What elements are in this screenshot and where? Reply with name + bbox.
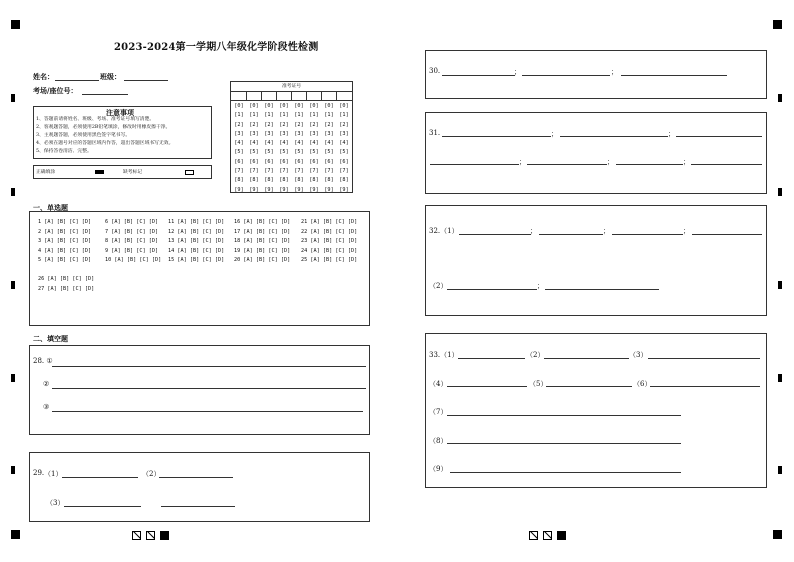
mc-question-row[interactable]: 13 [A] [B] [C] [D] [168, 238, 225, 244]
q33-answer-7[interactable] [447, 415, 681, 416]
q29-number: 29. [33, 469, 45, 477]
q31-answer-4[interactable] [430, 164, 519, 165]
mc-question-row[interactable]: 27 [A] [B] [C] [D] [38, 285, 95, 292]
timing-mark-right-1 [778, 94, 782, 102]
q31-answer-5[interactable] [527, 164, 607, 165]
section1-heading: 一、单选题 [33, 203, 68, 212]
q31-separator: ； [519, 158, 526, 166]
absent-mark-label: 缺考标记 [123, 170, 143, 175]
exam-id-bubble[interactable]: [0] [279, 103, 289, 109]
mc-question-row[interactable]: 9 [A] [B] [C] [D] [105, 247, 159, 254]
exam-id-bubble[interactable]: [9] [249, 186, 259, 193]
mc-question-row[interactable]: 4 [A] [B] [C] [D] [38, 247, 92, 254]
q33-part-2: （2） [526, 351, 545, 359]
exam-id-bubble[interactable]: [0] [309, 103, 319, 109]
exam-id-bubble[interactable]: [8] [309, 177, 319, 184]
exam-id-bubble[interactable]: [5] [279, 149, 289, 156]
exam-id-bubble[interactable]: [8] [324, 177, 334, 184]
exam-id-bubble[interactable]: [3] [279, 130, 289, 137]
timing-mark-right-3 [778, 281, 782, 289]
timing-mark-right-5 [778, 466, 782, 474]
exam-id-column[interactable] [322, 102, 336, 195]
exam-id-bubble[interactable]: [6] [279, 158, 289, 165]
q31-answer-2[interactable] [560, 136, 668, 137]
q32-answer-2[interactable] [539, 234, 603, 235]
exam-id-column[interactable] [307, 102, 321, 195]
multiple-choice-area [30, 212, 369, 325]
mc-question-row[interactable]: 26 [A] [B] [C] [D] [38, 276, 95, 282]
q29-answer-4[interactable] [161, 506, 235, 507]
q31-answer-3[interactable] [676, 136, 762, 137]
exam-id-bubble[interactable]: [2] [249, 121, 259, 128]
q32-part-1: （1） [440, 227, 459, 235]
page-mark-box [543, 531, 552, 540]
name-field[interactable] [55, 80, 99, 81]
exam-id-bubble[interactable]: [4] [249, 140, 259, 147]
mc-question-row[interactable]: 21 [A] [B] [C] [D] [301, 219, 358, 225]
mc-question-row[interactable]: 3 [A] [B] [C] [D] [38, 238, 92, 244]
exam-id-bubble[interactable]: [1] [339, 112, 349, 119]
exam-id-column[interactable] [262, 102, 276, 195]
exam-id-bubble[interactable]: [7] [324, 168, 334, 175]
exam-id-bubble[interactable]: [3] [339, 130, 349, 137]
q33-part-9: （9） [429, 465, 448, 473]
q28-mark-2: ② [43, 380, 50, 388]
notice-box [33, 106, 212, 159]
timing-mark-left-1 [11, 94, 15, 102]
q31-separator: ； [683, 158, 690, 166]
exam-id-bubble[interactable]: [7] [339, 168, 349, 175]
exam-id-bubble[interactable]: [8] [264, 177, 274, 184]
exam-id-bubble[interactable]: [7] [279, 168, 289, 175]
q32-answer-5[interactable] [447, 289, 537, 290]
mc-question-row[interactable]: 17 [A] [B] [C] [D] [234, 228, 291, 235]
mc-question-row[interactable]: 10 [A] [B] [C] [D] [105, 257, 162, 263]
section2-heading: 二、填空题 [33, 334, 68, 343]
q33-part-8: （8） [429, 437, 448, 445]
correct-fill-sample [95, 170, 104, 174]
exam-id-bubble[interactable]: [5] [294, 149, 304, 156]
exam-id-bubble[interactable]: [7] [294, 168, 304, 175]
mc-question-row[interactable]: 12 [A] [B] [C] [D] [168, 228, 225, 235]
mc-question-row[interactable]: 14 [A] [B] [C] [D] [168, 247, 225, 254]
mc-question-row[interactable]: 18 [A] [B] [C] [D] [234, 238, 291, 244]
q33-part-7: （7） [429, 408, 448, 416]
q33-part-5: （5） [529, 380, 548, 388]
q32-part-2: （2） [429, 282, 448, 290]
q29-box [29, 452, 370, 522]
exam-id-bubble[interactable]: [6] [264, 158, 274, 165]
exam-id-bubble[interactable]: [2] [324, 121, 334, 128]
q33-part-4: （4） [429, 380, 448, 388]
exam-id-bubble[interactable]: [2] [294, 121, 304, 128]
exam-id-bubble[interactable]: [2] [234, 121, 244, 128]
q30-box [425, 50, 767, 99]
exam-id-write-cell-divider [321, 91, 322, 100]
q30-answer-3[interactable] [621, 75, 727, 76]
q29-part-2: （2） [142, 470, 161, 478]
absent-mark-box[interactable] [185, 170, 194, 175]
q33-number: 33.（1） [429, 351, 459, 359]
mc-question-row[interactable]: 7 [A] [B] [C] [D] [105, 228, 159, 235]
mc-question-row[interactable]: 22 [A] [B] [C] [D] [301, 228, 358, 235]
exam-id-bubble[interactable]: [3] [324, 130, 334, 137]
exam-id-bubble[interactable]: [7] [234, 168, 244, 175]
q30-separator: ； [611, 68, 618, 76]
exam-id-write-cell-divider [291, 91, 292, 100]
exam-id-bubble[interactable]: [9] [309, 186, 319, 193]
mc-question-row[interactable]: 1 [A] [B] [C] [D] [38, 219, 92, 225]
exam-id-bubble[interactable]: [9] [324, 186, 334, 193]
q32-separator: ； [603, 227, 610, 235]
exam-id-bubble[interactable]: [9] [279, 186, 289, 193]
exam-id-bubble[interactable]: [8] [294, 177, 304, 184]
q29-answer-3[interactable] [64, 506, 141, 507]
timing-mark-left-2 [11, 188, 15, 196]
q29-part-1: （1） [44, 470, 63, 478]
q32-answer-6[interactable] [545, 289, 659, 290]
q33-part-3: （3） [629, 351, 648, 359]
exam-id-bubble[interactable]: [7] [309, 168, 319, 175]
exam-id-bubble-grid[interactable] [232, 102, 352, 192]
exam-id-bubble[interactable]: [3] [264, 130, 274, 137]
page-mark-filled [160, 531, 169, 540]
page-title: 2023-2024第一学期八年级化学阶段性检测 [114, 42, 319, 53]
q28-number: 28. ① [33, 357, 53, 365]
exam-id-column[interactable] [277, 102, 291, 195]
exam-id-bubble[interactable]: [6] [294, 158, 304, 165]
exam-id-column[interactable] [337, 102, 351, 195]
notice-line: 4、必须在题号对应的答题区域内作答，超出答题区域书写无效。 [36, 141, 174, 146]
corner-mark-bottom-left [11, 530, 20, 539]
exam-id-write-cell-divider [306, 91, 307, 100]
q31-answer-1[interactable] [442, 136, 551, 137]
exam-id-bubble[interactable]: [2] [339, 121, 349, 128]
exam-id-column[interactable] [292, 102, 306, 195]
exam-id-write-cell-divider [261, 91, 262, 100]
corner-mark-top-left [11, 20, 20, 29]
exam-id-bubble[interactable]: [4] [324, 140, 334, 147]
timing-mark-left-4 [11, 374, 15, 382]
q31-separator: ； [551, 130, 558, 138]
q33-answer-4[interactable] [447, 386, 527, 387]
q33-answer-2[interactable] [544, 358, 629, 359]
exam-id-bubble[interactable]: [1] [294, 112, 304, 119]
exam-id-bubble[interactable]: [8] [234, 177, 244, 184]
q29-answer-1[interactable] [62, 477, 138, 478]
q32-number: 32.（1） [429, 227, 459, 235]
timing-mark-right-4 [778, 374, 782, 382]
exam-id-bubble[interactable]: [1] [309, 112, 319, 119]
exam-id-bubble[interactable]: [2] [264, 121, 274, 128]
exam-id-bubble[interactable]: [4] [264, 140, 274, 147]
page-mark-filled [557, 531, 566, 540]
corner-mark-top-right [773, 20, 782, 29]
exam-id-column[interactable] [247, 102, 261, 195]
q29-answer-2[interactable] [159, 477, 233, 478]
exam-id-bubble[interactable]: [0] [324, 103, 334, 109]
mc-question-row[interactable]: 23 [A] [B] [C] [D] [301, 238, 358, 244]
class-field[interactable] [124, 80, 168, 81]
exam-id-bubble[interactable]: [5] [249, 149, 259, 156]
exam-id-bubble[interactable]: [1] [249, 112, 259, 119]
exam-id-bubble[interactable]: [3] [249, 130, 259, 137]
fill-example-box [33, 165, 212, 179]
q30-answer-1[interactable] [442, 75, 515, 76]
q31-number: 31. [429, 129, 441, 137]
q31-answer-7[interactable] [691, 164, 762, 165]
q33-answer-9[interactable] [450, 472, 681, 473]
notice-line: 3、主观题答题，必须使用黑色签字笔书写。 [36, 133, 131, 138]
class-label: 班级： [100, 72, 121, 81]
mc-question-row[interactable]: 25 [A] [B] [C] [D] [301, 257, 358, 263]
q32-box [425, 205, 767, 316]
exam-id-write-row[interactable] [231, 100, 352, 101]
mc-question-row[interactable]: 16 [A] [B] [C] [D] [234, 219, 291, 225]
exam-id-bubble[interactable]: [4] [294, 140, 304, 147]
exam-id-bubble[interactable]: [2] [279, 121, 289, 128]
exam-id-heading: 准考证号 [282, 84, 302, 89]
mc-question-row[interactable]: 19 [A] [B] [C] [D] [234, 247, 291, 254]
timing-mark-left-3 [11, 281, 15, 289]
q28-box [29, 345, 370, 435]
q33-answer-5[interactable] [546, 386, 632, 387]
exam-id-bubble[interactable]: [1] [279, 112, 289, 119]
q30-answer-2[interactable] [522, 75, 610, 76]
q28-answer-line-2[interactable] [52, 388, 366, 389]
section1-box [29, 211, 370, 326]
mc-question-row[interactable]: 2 [A] [B] [C] [D] [38, 228, 92, 235]
q32-separator: ； [537, 282, 544, 290]
notice-heading: 注意事项 [106, 108, 134, 117]
q33-answer-1[interactable] [458, 358, 525, 359]
notice-line: 5、保持答卷清洁、完整。 [36, 149, 92, 154]
exam-id-bubble[interactable]: [5] [339, 149, 349, 156]
exam-id-bubble[interactable]: [1] [264, 112, 274, 119]
q28-mark-1: ① [46, 357, 53, 365]
q33-answer-8[interactable] [447, 443, 681, 444]
q32-answer-3[interactable] [612, 234, 683, 235]
mc-question-row[interactable]: 24 [A] [B] [C] [D] [301, 247, 358, 254]
exam-id-bubble[interactable]: [6] [234, 158, 244, 165]
exam-id-write-cell-divider [246, 91, 247, 100]
q33-answer-3[interactable] [648, 358, 760, 359]
q33-part-1: （1） [440, 351, 459, 359]
exam-id-bubble[interactable]: [4] [339, 140, 349, 147]
exam-id-bubble[interactable]: [0] [264, 103, 274, 109]
q31-separator: ； [607, 158, 614, 166]
correct-fill-label: 正确填涂 [36, 170, 56, 175]
exam-id-bubble[interactable]: [5] [264, 149, 274, 156]
exam-id-bubble[interactable]: [5] [309, 149, 319, 156]
q28-answer-line-1[interactable] [52, 366, 366, 367]
exam-id-bubble[interactable]: [9] [294, 186, 304, 193]
mc-question-row[interactable]: 5 [A] [B] [C] [D] [38, 257, 92, 263]
exam-id-bubble[interactable]: [0] [234, 103, 244, 109]
q30-separator: ； [514, 68, 521, 76]
mc-question-row[interactable]: 15 [A] [B] [C] [D] [168, 257, 225, 263]
page-mark-box [132, 531, 141, 540]
mc-question-row[interactable]: 11 [A] [B] [C] [D] [168, 219, 225, 225]
timing-mark-right-2 [778, 188, 782, 196]
mc-question-row[interactable]: 20 [A] [B] [C] [D] [234, 257, 291, 263]
room-seat-label: 考场/座位号： [33, 86, 78, 95]
exam-id-bubble[interactable]: [0] [294, 103, 304, 109]
room-seat-field[interactable] [82, 94, 128, 95]
q29-part-3: （3） [46, 499, 65, 507]
q32-answer-1[interactable] [459, 234, 531, 235]
exam-id-write-cell-divider [336, 91, 337, 100]
exam-id-bubble[interactable]: [3] [309, 130, 319, 137]
exam-id-bubble[interactable]: [1] [234, 112, 244, 119]
q32-answer-4[interactable] [692, 234, 762, 235]
exam-id-bubble[interactable]: [7] [264, 168, 274, 175]
q33-answer-6[interactable] [650, 386, 760, 387]
q33-part-6: （6） [633, 380, 652, 388]
exam-id-bubble[interactable]: [1] [324, 112, 334, 119]
exam-id-bubble[interactable]: [0] [249, 103, 259, 109]
exam-id-box [230, 81, 353, 193]
exam-id-bubble[interactable]: [0] [339, 103, 349, 109]
mc-question-row[interactable]: 6 [A] [B] [C] [D] [105, 219, 159, 225]
exam-id-bubble[interactable]: [6] [309, 158, 319, 165]
q30-number: 30. [429, 67, 441, 75]
q31-box [425, 112, 767, 194]
q32-separator: ； [683, 227, 690, 235]
q33-box [425, 333, 767, 488]
exam-id-bubble[interactable]: [4] [309, 140, 319, 147]
timing-mark-left-5 [11, 466, 15, 474]
notice-line: 2、客观题答题，必须使用2B铅笔填涂，修改时用橡皮擦干净。 [36, 125, 171, 130]
exam-id-bubble[interactable]: [9] [264, 186, 274, 193]
corner-mark-bottom-right [773, 530, 782, 539]
exam-id-bubble[interactable]: [8] [339, 177, 349, 184]
exam-id-bubble[interactable]: [6] [339, 158, 349, 165]
exam-id-bubble[interactable]: [2] [309, 121, 319, 128]
page-mark-box [529, 531, 538, 540]
page-mark-box [146, 531, 155, 540]
q31-answer-6[interactable] [616, 164, 683, 165]
exam-id-bubble[interactable]: [5] [234, 149, 244, 156]
exam-id-bubble[interactable]: [6] [324, 158, 334, 165]
mc-question-row[interactable]: 8 [A] [B] [C] [D] [105, 238, 159, 244]
q28-answer-line-3[interactable] [52, 411, 363, 412]
exam-id-bubble[interactable]: [3] [234, 130, 244, 137]
exam-id-bubble[interactable]: [4] [234, 140, 244, 147]
exam-id-bubble[interactable]: [4] [279, 140, 289, 147]
exam-id-bubble[interactable]: [9] [234, 186, 244, 193]
notice-line: 1、答题前请将姓名、班级、考场、准考证号填写清楚。 [36, 117, 155, 122]
exam-id-bubble[interactable]: [8] [279, 177, 289, 184]
exam-id-bubble[interactable]: [5] [324, 149, 334, 156]
q32-separator: ； [530, 227, 537, 235]
q28-mark-3: ③ [43, 403, 50, 411]
exam-id-bubble[interactable]: [3] [294, 130, 304, 137]
exam-id-bubble[interactable]: [6] [249, 158, 259, 165]
exam-id-bubble[interactable]: [8] [249, 177, 259, 184]
name-label: 姓名： [33, 72, 54, 81]
exam-id-bubble[interactable]: [7] [249, 168, 259, 175]
exam-id-column[interactable] [232, 102, 246, 195]
q31-separator: ； [668, 130, 675, 138]
exam-id-bubble[interactable]: [9] [339, 186, 349, 193]
exam-id-write-cell-divider [276, 91, 277, 100]
